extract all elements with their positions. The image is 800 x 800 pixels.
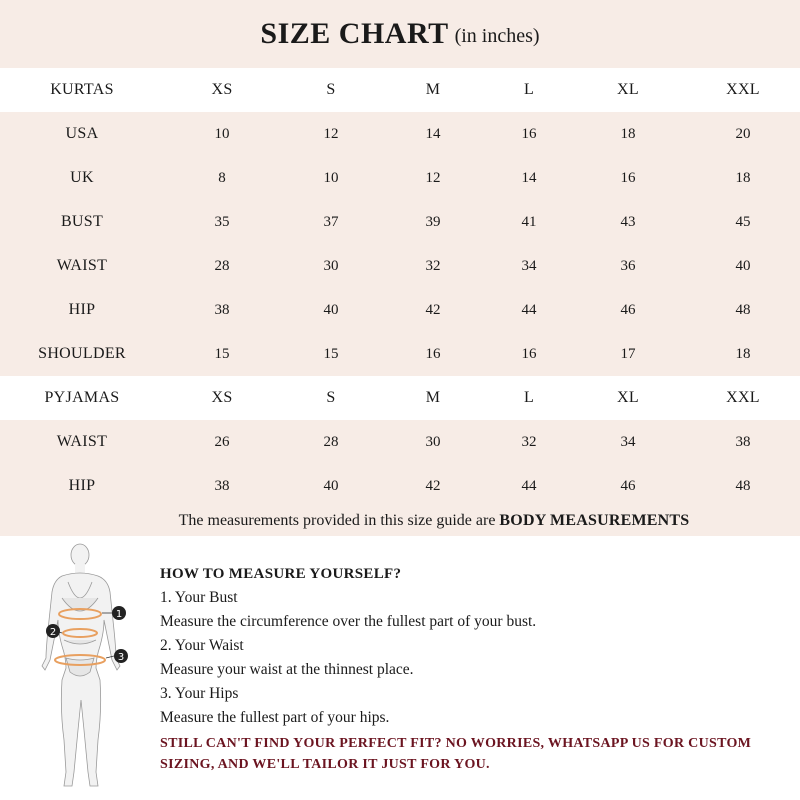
size-header-cell: XXL (726, 81, 760, 98)
value-cell: 16 (620, 170, 636, 186)
row-label-cell: BUST (60, 213, 104, 230)
table-row (0, 156, 800, 200)
table-row (0, 464, 800, 508)
size-header-cell: XS (211, 389, 233, 406)
value-cell: 42 (425, 302, 441, 318)
row-label-cell: SHOULDER (38, 345, 126, 362)
body-figure (34, 540, 144, 796)
page-subtitle: (in inches) (454, 24, 540, 47)
row-label-cell: HIP (68, 301, 96, 318)
value-cell: 15 (214, 346, 230, 362)
value-cell: 46 (620, 302, 636, 318)
size-header-cell: M (425, 81, 441, 98)
value-cell: 40 (323, 302, 339, 318)
value-cell: 43 (620, 214, 636, 230)
svg-text:1: 1 (115, 609, 123, 620)
note-bold: BODY MEASUREMENTS (499, 512, 690, 529)
size-header-cell: XS (211, 81, 233, 98)
value-cell: 40 (735, 258, 751, 274)
instructions-heading: HOW TO MEASURE YOURSELF? (160, 566, 402, 582)
value-cell: 35 (214, 214, 230, 230)
step-waist-title: 2. Your Waist (160, 637, 244, 654)
value-cell: 48 (735, 302, 751, 318)
value-cell: 20 (735, 126, 751, 142)
value-cell: 36 (620, 258, 636, 274)
table-title-cell: KURTAS (50, 81, 114, 98)
step-bust-text: Measure the circumference over the fullest part of your bust. (160, 613, 537, 630)
step-bust-title: 1. Your Bust (160, 589, 238, 606)
size-header-cell: XL (617, 389, 639, 406)
row-label-cell: WAIST (56, 433, 108, 450)
value-cell: 46 (620, 478, 636, 494)
pyjamas-header-row (0, 376, 800, 420)
value-cell: 12 (323, 126, 339, 142)
value-cell: 28 (214, 258, 230, 274)
row-label-cell: UK (70, 169, 94, 186)
table-row (0, 112, 800, 156)
value-cell: 18 (735, 346, 751, 362)
value-cell: 45 (735, 214, 751, 230)
value-cell: 42 (425, 478, 441, 494)
value-cell: 32 (425, 258, 441, 274)
value-cell: 10 (214, 126, 230, 142)
value-cell: 32 (521, 434, 537, 450)
custom-fit-message (160, 733, 780, 775)
svg-text:3: 3 (117, 652, 125, 663)
value-cell: 8 (218, 170, 226, 186)
value-cell: 16 (521, 346, 537, 362)
step-hips-title: 3. Your Hips (160, 685, 239, 702)
value-cell: 34 (521, 258, 537, 274)
value-cell: 26 (214, 434, 230, 450)
table-row (0, 420, 800, 464)
step-hips-text: Measure the fullest part of your hips. (160, 709, 390, 726)
value-cell: 14 (521, 170, 537, 186)
row-label-cell: USA (65, 125, 99, 142)
table-row (0, 200, 800, 244)
size-header-cell: L (523, 389, 535, 406)
size-header-cell: S (326, 81, 336, 98)
cta-line-2: SIZING, AND WE'LL TAILOR IT JUST FOR YOU. (160, 757, 490, 772)
value-cell: 30 (425, 434, 441, 450)
value-cell: 48 (735, 478, 751, 494)
title-band (0, 0, 800, 68)
row-label-cell: WAIST (56, 257, 108, 274)
value-cell: 16 (521, 126, 537, 142)
page-title: SIZE CHART (260, 17, 449, 50)
measure-instructions (160, 562, 780, 730)
value-cell: 18 (620, 126, 636, 142)
value-cell: 28 (323, 434, 339, 450)
note-text: The measurements provided in this size guide are (178, 512, 496, 529)
marker-3-icon (114, 649, 128, 663)
value-cell: 17 (620, 346, 636, 362)
value-cell: 30 (323, 258, 339, 274)
value-cell: 44 (521, 302, 537, 318)
value-cell: 34 (620, 434, 636, 450)
svg-text:2: 2 (49, 627, 57, 638)
step-waist-text: Measure your waist at the thinnest place. (160, 661, 414, 678)
kurtas-header-row (0, 68, 800, 112)
value-cell: 44 (521, 478, 537, 494)
size-header-cell: S (326, 389, 336, 406)
marker-2-icon (46, 624, 60, 638)
value-cell: 14 (425, 126, 441, 142)
value-cell: 39 (425, 214, 441, 230)
value-cell: 12 (425, 170, 441, 186)
measurement-note (0, 512, 800, 530)
value-cell: 18 (735, 170, 751, 186)
value-cell: 38 (214, 478, 230, 494)
table-row (0, 244, 800, 288)
value-cell: 37 (323, 214, 339, 230)
value-cell: 38 (735, 434, 751, 450)
value-cell: 41 (521, 214, 537, 230)
value-cell: 38 (214, 302, 230, 318)
table-title-cell: PYJAMAS (44, 389, 120, 406)
marker-1-icon (112, 606, 126, 620)
table-row (0, 332, 800, 376)
table-row (0, 288, 800, 332)
value-cell: 16 (425, 346, 441, 362)
row-label-cell: HIP (68, 477, 96, 494)
size-header-cell: L (523, 81, 535, 98)
cta-line-1: STILL CAN'T FIND YOUR PERFECT FIT? NO WORRIES, WHATSAPP US FOR CUSTOM (160, 736, 752, 751)
size-header-cell: XL (617, 81, 639, 98)
size-header-cell: XXL (726, 389, 760, 406)
value-cell: 15 (323, 346, 339, 362)
value-cell: 10 (323, 170, 339, 186)
value-cell: 40 (323, 478, 339, 494)
size-header-cell: M (425, 389, 441, 406)
